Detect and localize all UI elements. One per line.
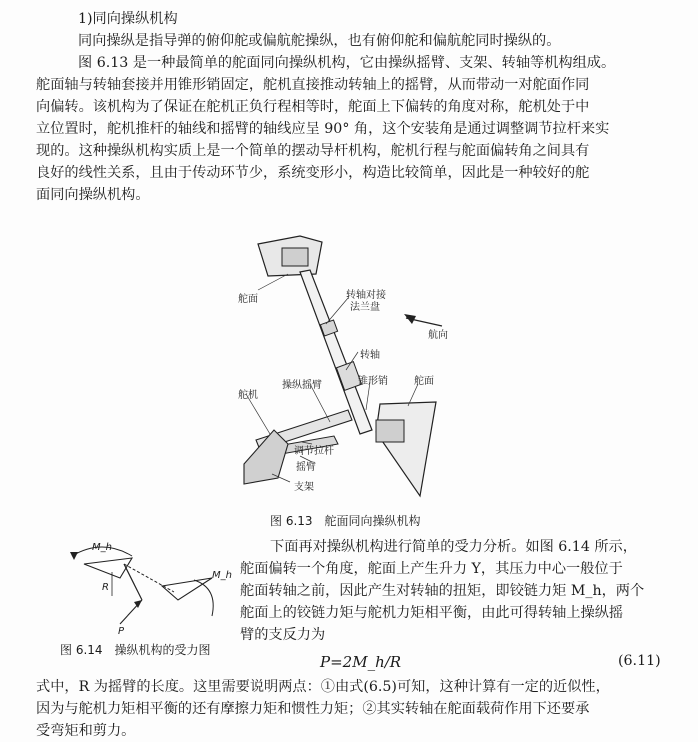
paragraph-1-line: 同向操纵是指导弹的俯仰舵或偏航舵操纵，也有俯仰舵和偏航舵同时操纵的。 [78,33,561,49]
upper-rudder-mount [282,248,308,266]
label-support: 支架 [294,482,314,493]
section-heading: 1)同向操纵机构 [78,11,178,27]
paragraph-4 [36,676,666,742]
label-rudder-top: 舵面 [238,294,258,305]
paragraph-2-line: 向偏转。该机构为了保证在舵机正负行程相等时，舵面上下偏转的角度对称，舵机处于中 [36,99,590,115]
paragraph-2-line: 图 6.13 是一种最简单的舵面同向操纵机构，它由操纵摇臂、支架、转轴等机构组成。 [78,55,616,71]
paragraph-2-line: 良好的线性关系，且由于传动环节少，系统变形小，构造比较简单，因此是一种较好的舵 [36,165,590,181]
lower-rudder-mount [376,420,404,442]
paragraph-2-line: 舵面轴与转轴套接并用锥形销固定，舵机直接推动转轴上的摇臂，从而带动一对舵面作同 [36,77,590,93]
label-flange [346,288,389,313]
paragraph-1 [36,30,666,52]
label-arm: 摇臂 [296,462,316,473]
paragraph-3-line: 下面再对操纵机构进行简单的受力分析。如图 6.14 所示， [270,539,637,555]
label-p: P [118,626,125,637]
label-pin: 锥形销 [358,376,388,387]
label-mh-left: M_h [92,542,112,553]
paragraph-4-line: 因为与舵机力矩相平衡的还有摩擦力矩和惯性力矩；②其实转轴在舵面载荷作用下还要承 [36,701,590,717]
lower-rudder-shape [376,402,436,496]
paragraph-2 [36,52,666,206]
flight-direction-arrowhead [404,314,416,324]
paragraph-2-line: 现的。这种操纵机构实质上是一个简单的摆动导杆机构，舵机行程与舵面偏转角之间具有 [36,143,590,159]
paragraph-2-line: 面同向操纵机构。 [36,187,150,203]
left-rudder-triangle [84,558,132,578]
formula-number: (6.11) [618,653,661,669]
formula-6-11: P=2M_h/R [320,653,402,671]
label-flange-line: 转轴对接 [346,290,386,301]
figure-6-14-caption: 图 6.14 操纵机构的受力图 [60,643,211,657]
paragraph-4-line: 受弯矩和剪力。 [36,723,136,739]
label-r: R [102,582,109,593]
figure-6-13-mechanism [230,234,470,514]
paragraph-3-line: 臂的支反力为 [240,627,326,643]
figure-6-14-force-diagram [62,538,238,638]
paragraph-3-line: 舵面上的铰链力矩与舵机力矩相平衡，由此可得转轴上操纵摇 [240,605,624,621]
figure-6-13-caption: 图 6.13 舵面同向操纵机构 [270,514,421,528]
label-flange-line: 法兰盘 [350,302,380,313]
label-shaft: 转轴 [360,350,380,361]
label-actuator: 舵机 [238,390,258,401]
moment-arrowhead-left [70,552,78,560]
label-flight-direction: 航向 [428,330,448,341]
paragraph-4-line: 式中，R 为摇臂的长度。这里需要说明两点：①由式(6.5)可知，这种计算有一定的近似性， [36,679,610,695]
paragraph-3-line: 舵面转轴之前，因此产生对转轴的扭矩，即铰链力矩 M_h，两个 [240,583,645,599]
label-lever: 操纵摇臂 [282,380,322,391]
label-rudder-bottom: 舵面 [414,376,434,387]
paragraph-3-line: 舵面偏转一个角度，舵面上产生升力 Y，其压力中心一般位于 [240,561,623,577]
paragraph-3 [240,536,664,646]
paragraph-2-line: 立位置时，舵机推杆的轴线和摇臂的轴线应呈 90° 角，这个安装角是通过调整调节拉杆来实 [36,121,610,137]
label-adjust-rod: 调节拉杆 [294,446,334,457]
label-mh-right: M_h [212,570,232,581]
